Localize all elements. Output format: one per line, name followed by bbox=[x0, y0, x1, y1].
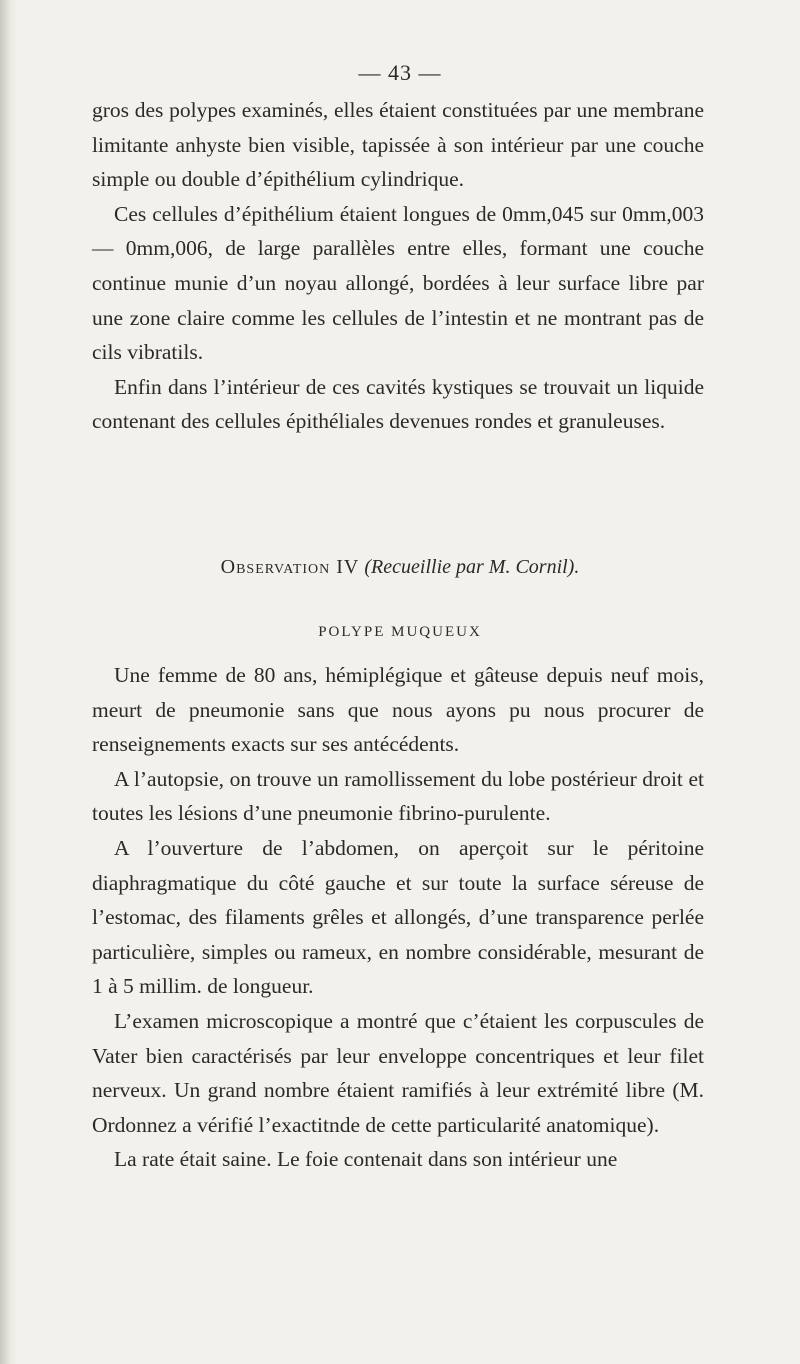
paragraph: Ces cellules d’épithélium étaient longues de 0mm,045 sur 0mm,003 — 0mm,006, de large parallèles entre elles, formant une couche continue munie d’un noyau allongé, bordées à leur surface libre par une zone claire comme les cellules de l’intestin et ne montrant pas de cils vibratils. bbox=[92, 201, 704, 365]
observation-label: Observation IV bbox=[220, 556, 360, 578]
text-section-2 bbox=[92, 658, 704, 1177]
paragraph: gros des polypes examinés, elles étaient constituées par une membrane limitante anhyste bien visible, tapissée à son intérieur par une couche simple ou double d’épithélium cylindrique. bbox=[92, 98, 704, 192]
section-subtitle: POLYPE MUQUEUX bbox=[318, 624, 482, 640]
paragraph: A l’autopsie, on trouve un ramollissement du lobe postérieur droit et toutes les lésions d’une pneumonie fibrino-purulente. bbox=[92, 766, 704, 826]
paragraph: A l’ouverture de l’abdomen, on aperçoit sur le péritoine diaphragmatique du côté gauche et sur toute la surface séreuse de l’estomac, des filaments grêles et allongés, d’une transparence perlée particulière, simples ou rameux, en nombre considérable, mesurant de 1 à 5 millim. de longueur. bbox=[92, 835, 704, 999]
paragraph: Enfin dans l’intérieur de ces cavités kystiques se trouvait un liquide contenant des cellules épithéliales devenues rondes et granuleuses. bbox=[92, 374, 704, 434]
page-edge-shadow bbox=[0, 0, 16, 1364]
paragraph: La rate était saine. Le foie contenait dans son intérieur une bbox=[114, 1147, 618, 1172]
paragraph: L’examen microscopique a montré que c’étaient les corpuscules de Vater bien caractérisés par leur enveloppe concentriques et leur filet nerveux. Un grand nombre étaient ramifiés à leur extrémité libre (M. Ordonnez a vérifié l’exactitnde de cette particularité anatomique). bbox=[92, 1008, 704, 1137]
page-number: — 43 — bbox=[358, 60, 442, 85]
observation-note: (Recueillie par M. Cornil). bbox=[364, 556, 580, 578]
text-section-1 bbox=[92, 93, 704, 439]
observation-heading bbox=[0, 553, 800, 581]
paragraph: Une femme de 80 ans, hémiplégique et gâteuse depuis neuf mois, meurt de pneumonie sans que nous ayons pu nous procurer de renseignements exacts sur ses antécédents. bbox=[92, 663, 704, 757]
